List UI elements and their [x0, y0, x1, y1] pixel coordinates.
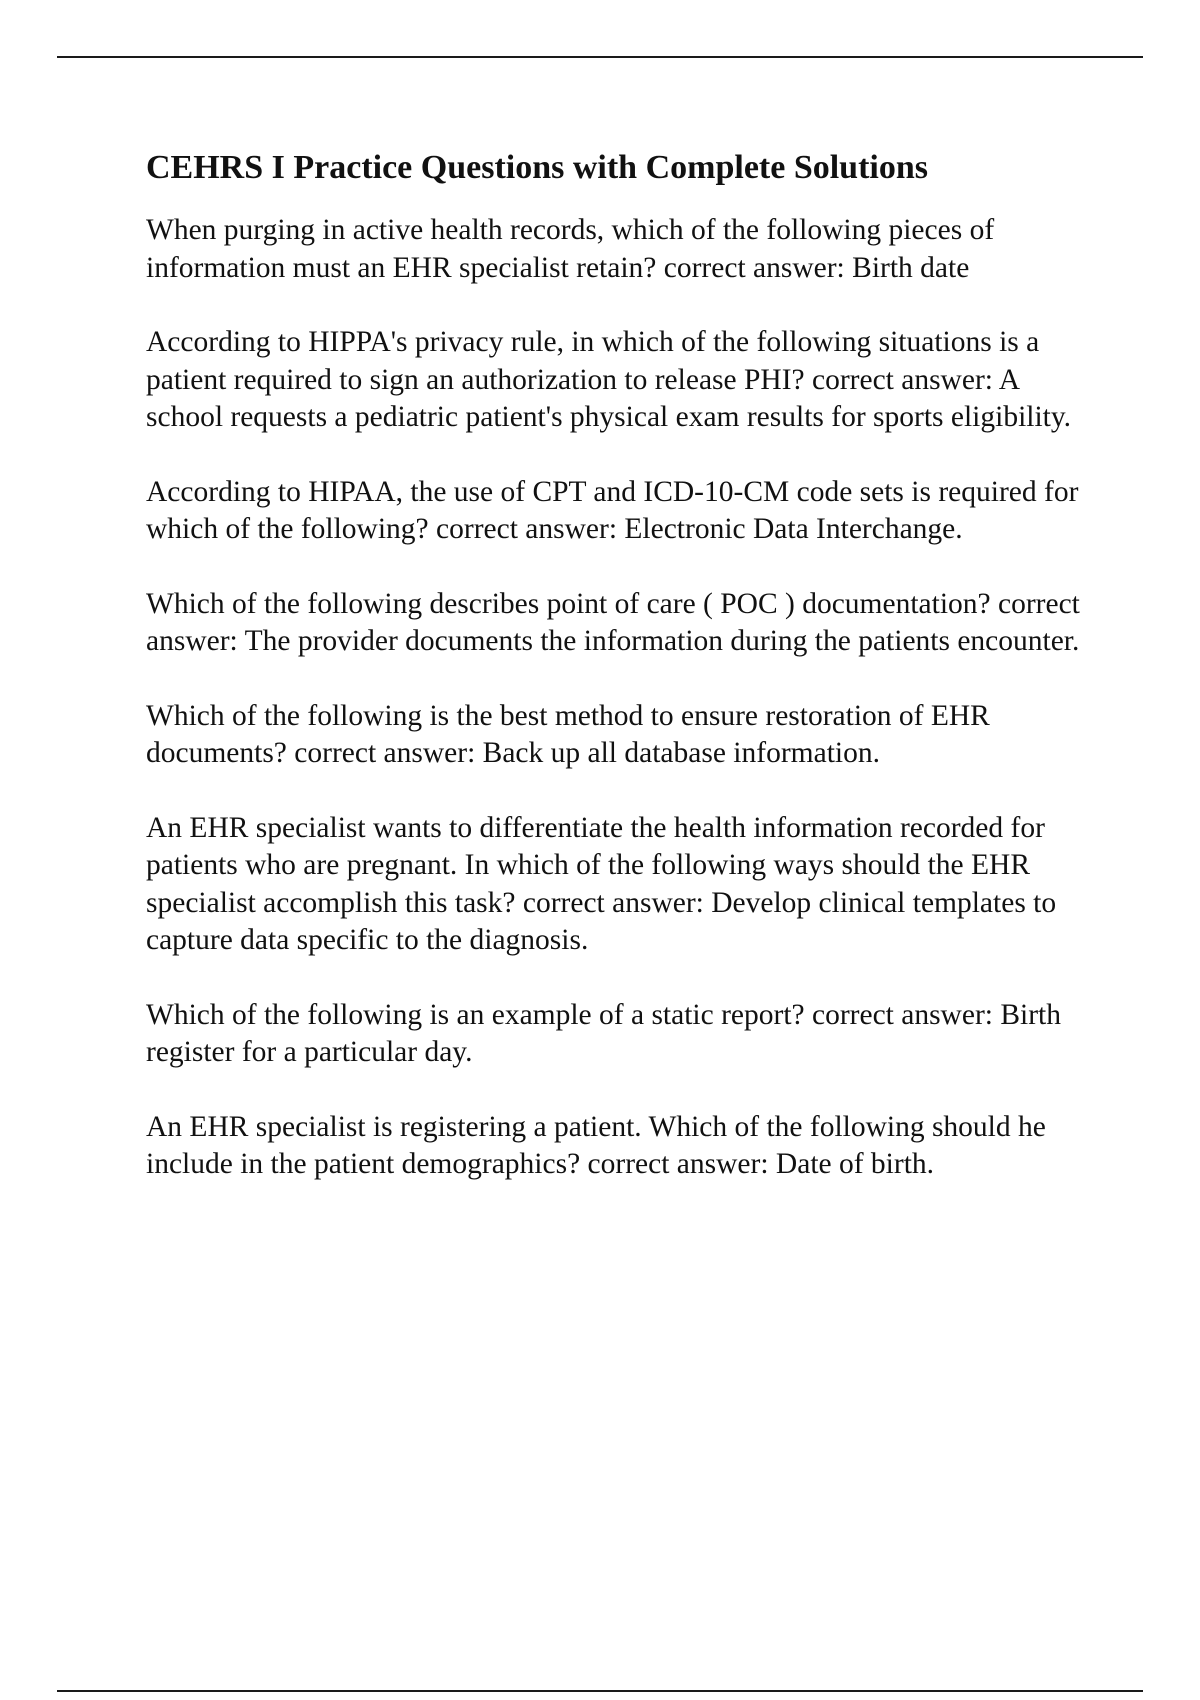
answer-label: correct answer: [436, 513, 618, 545]
question-text: Which of the following is the best method to ensure restoration of EHR documents? [146, 699, 990, 769]
document-title: CEHRS I Practice Questions with Complete Solutions [146, 149, 928, 186]
answer-label: correct answer: [522, 886, 704, 919]
answer-label: correct answer: [811, 363, 993, 396]
answer-label: correct answer: [811, 998, 993, 1031]
answer-text: A school requests a pediatric patient's physical exam results for sports eligibility. [146, 363, 1072, 433]
qa-item [146, 997, 1096, 1072]
answer-text: Date of birth. [775, 1148, 935, 1180]
answer-text: Develop clinical templates to capture data specific to the diagnosis. [146, 886, 1057, 956]
document-body [146, 146, 1096, 1221]
question-text: According to HIPAA, the use of CPT and ICD-10-CM code sets is required for which of the following? [146, 475, 1079, 545]
answer-text: The provider documents the information during the patients encounter. [244, 625, 1080, 657]
qa-item [146, 212, 1096, 287]
qa-item [146, 586, 1096, 661]
answer-label: correct answer: [587, 1148, 769, 1180]
question-text: According to HIPPA's privacy rule, in which of the following situations is a patient required to sign an authorization to release PHI? [146, 326, 1040, 396]
question-text: Which of the following is an example of a static report? [146, 998, 805, 1031]
header-rule [57, 56, 1143, 58]
qa-item [146, 474, 1096, 549]
answer-label: correct answer: [663, 251, 845, 284]
answer-text: Back up all database information. [482, 737, 880, 769]
question-text: An EHR specialist wants to differentiate the health information recorded for patients who are pregnant. In which of the following ways should the EHR specialist accomplish this task? [146, 811, 1045, 919]
question-text: When purging in active health records, which of the following pieces of information must an EHR specialist retain? [146, 214, 995, 284]
answer-text: Electronic Data Interchange. [624, 513, 963, 545]
answer-text: Birth register for a particular day. [146, 998, 1062, 1068]
answer-label: correct answer: [146, 587, 1080, 657]
qa-item [146, 810, 1096, 960]
question-text: An EHR specialist is registering a patient. Which of the following should he include in the patient demographics? [146, 1110, 1046, 1180]
qa-item [146, 698, 1096, 773]
question-text: Which of the following describes point of care ( POC ) documentation? [146, 587, 991, 620]
qa-item [146, 1109, 1096, 1184]
answer-label: correct answer: [294, 737, 476, 769]
qa-item [146, 324, 1096, 437]
footer-rule [57, 1690, 1143, 1692]
answer-text: Birth date [852, 251, 970, 284]
